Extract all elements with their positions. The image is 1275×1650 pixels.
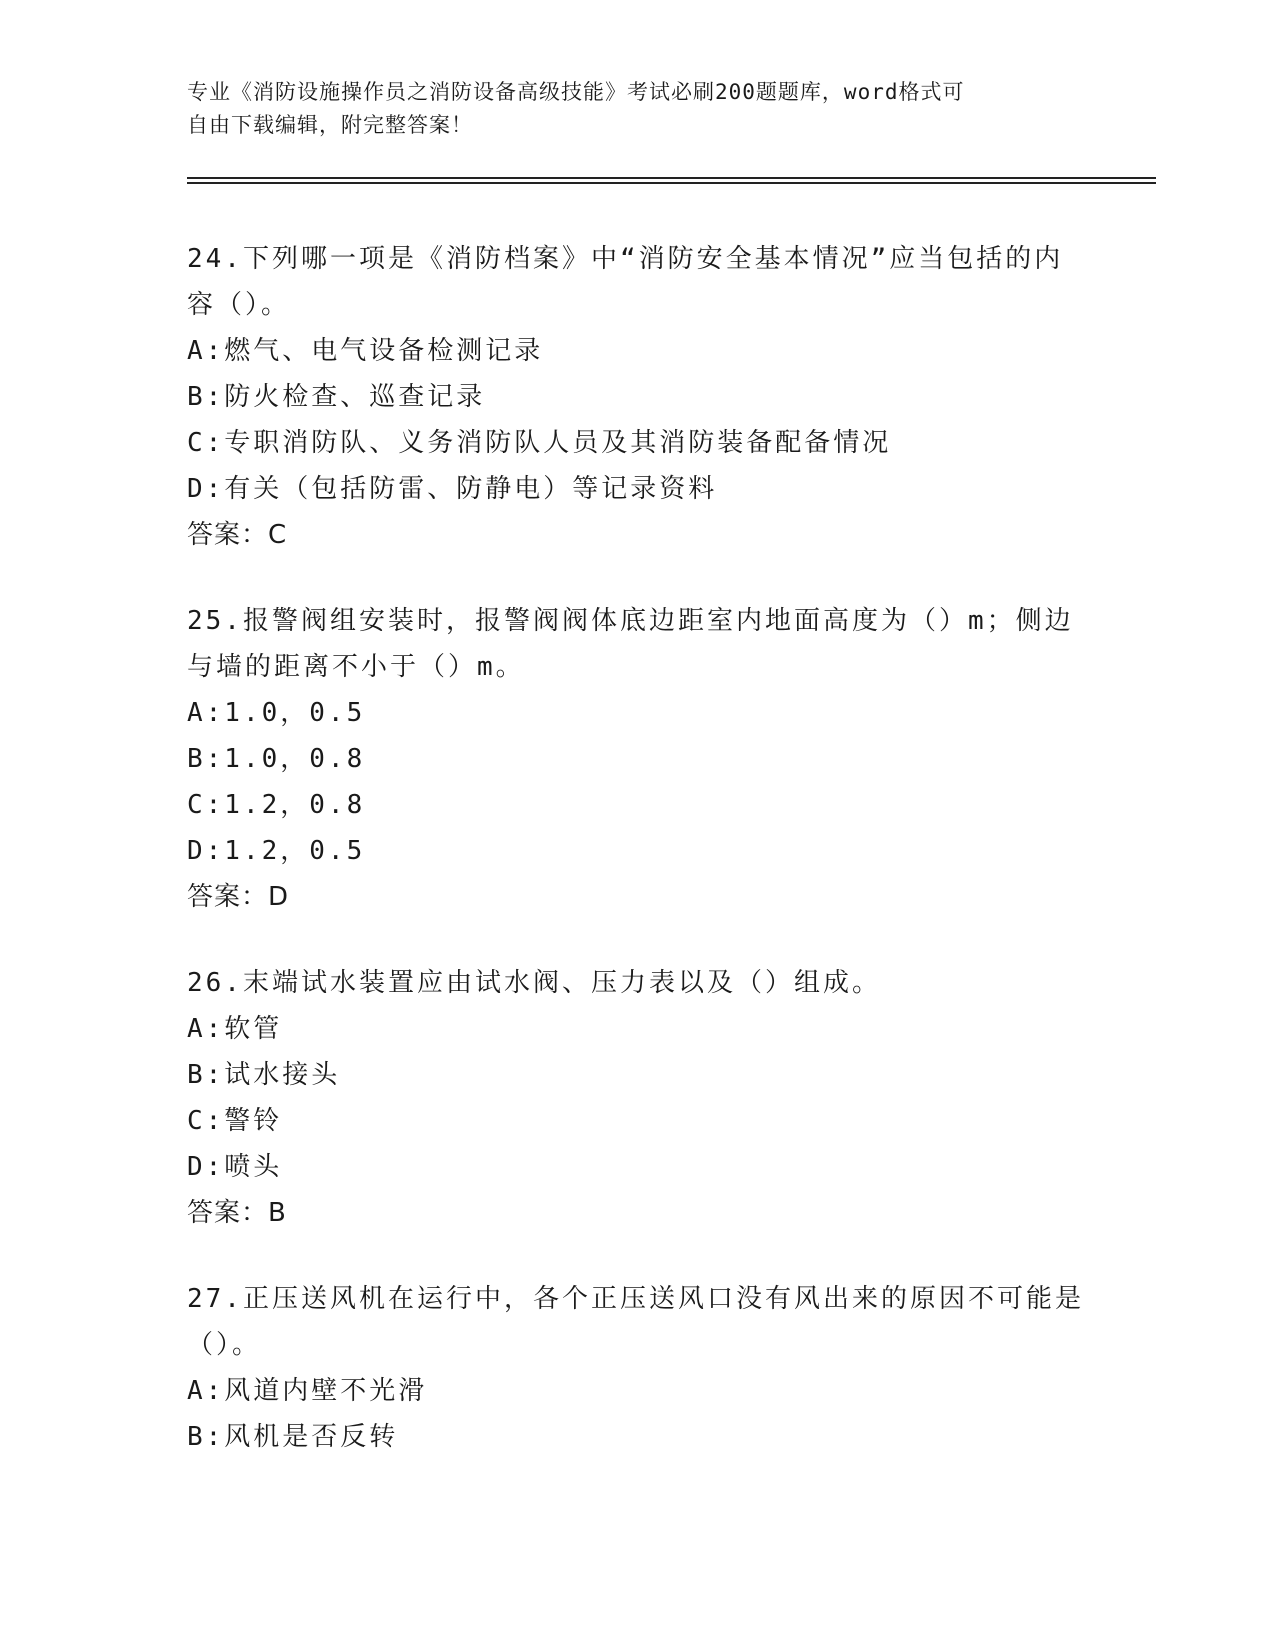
question-25	[187, 598, 1087, 920]
answer: 答案：C	[187, 520, 288, 550]
option-b: B:防火检查、巡查记录	[187, 382, 486, 412]
question-stem-line-2: （）。	[187, 1330, 262, 1360]
option-a: A:风道内壁不光滑	[187, 1376, 428, 1406]
option-b: B:1.0，0.8	[187, 744, 366, 774]
question-stem	[187, 598, 1087, 690]
option-c: C:1.2，0.8	[187, 790, 366, 820]
question-27	[187, 1276, 1087, 1460]
header-line-1: 专业《消防设施操作员之消防设备高级技能》考试必刷200题题库，word格式可	[187, 80, 965, 104]
question-stem	[187, 236, 1087, 328]
option-d: D:喷头	[187, 1152, 283, 1182]
option-b: B:试水接头	[187, 1060, 341, 1090]
option-b: B:风机是否反转	[187, 1422, 399, 1452]
question-26	[187, 960, 1087, 1236]
document-header	[187, 76, 1087, 142]
answer: 答案：B	[187, 1198, 287, 1228]
option-c: C:警铃	[187, 1106, 283, 1136]
question-stem-line-1: 27.正压送风机在运行中，各个正压送风口没有风出来的原因不可能是	[187, 1284, 1084, 1314]
question-stem	[187, 960, 1087, 1006]
answer: 答案：D	[187, 882, 290, 912]
question-list	[187, 236, 1087, 1500]
header-divider-top	[187, 177, 1156, 179]
option-a: A:1.0，0.5	[187, 698, 366, 728]
question-stem-line-2: 与墙的距离不小于（）m。	[187, 652, 525, 682]
question-24	[187, 236, 1087, 558]
option-d: D:1.2，0.5	[187, 836, 366, 866]
header-line-2: 自由下载编辑，附完整答案！	[187, 113, 473, 137]
option-a: A:软管	[187, 1014, 283, 1044]
question-stem-line-1: 25.报警阀组安装时，报警阀阀体底边距室内地面高度为（）m；侧边	[187, 606, 1074, 636]
question-stem-line-1: 26.末端试水装置应由试水阀、压力表以及（）组成。	[187, 968, 881, 998]
header-divider-bottom	[187, 182, 1156, 184]
option-a: A:燃气、电气设备检测记录	[187, 336, 544, 366]
question-stem	[187, 1276, 1087, 1368]
option-d: D:有关（包括防雷、防静电）等记录资料	[187, 474, 718, 504]
option-c: C:专职消防队、义务消防队人员及其消防装备配备情况	[187, 428, 892, 458]
question-stem-line-1: 24.下列哪一项是《消防档案》中“消防安全基本情况”应当包括的内	[187, 244, 1064, 274]
question-stem-line-2: 容（）。	[187, 290, 291, 320]
